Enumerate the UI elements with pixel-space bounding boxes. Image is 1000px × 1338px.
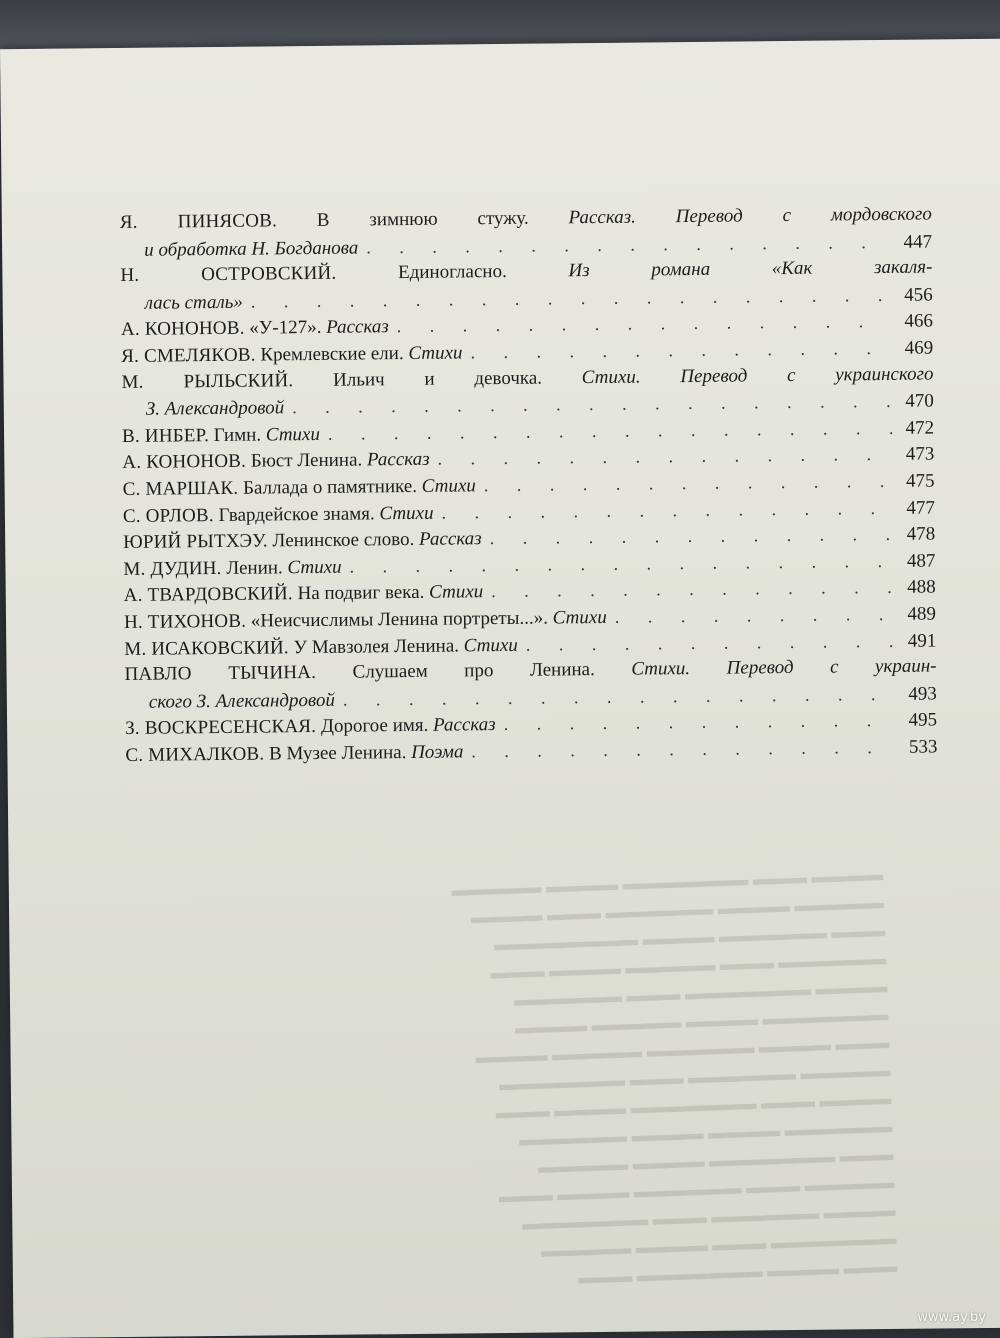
toc-page-number: 488 [907,576,936,599]
toc-line-text [123,500,434,529]
toc-genre-note: Рассказ [432,714,496,737]
toc-page-number: 473 [905,443,935,466]
toc-genre-note: Стихи [428,581,484,604]
toc-genre-note: Стихи [265,423,321,446]
toc-title: Слушаем про Ленина. [315,658,632,684]
toc-page-number: 533 [908,736,938,758]
toc-line-text [121,315,389,343]
toc-genre-note: Рассказ [366,449,430,471]
dot-leader [607,601,894,631]
toc-title: Гимн. [208,424,266,446]
toc-line-text [122,447,429,476]
toc-genre-note: Стихи [379,502,434,524]
toc-title: Баллада о памятнике. [238,475,422,499]
toc-page-number: 495 [908,709,938,732]
toc-title: Ленинское слово. [267,529,420,552]
toc-line-text [122,422,320,450]
toc-title: Ильич и девочка. [293,366,582,391]
toc-page-number: 466 [904,310,934,333]
toc-author: С. МИХАЛКОВ. [125,743,265,766]
toc-title: Ленин. [221,556,288,579]
toc-line-text [123,473,476,502]
toc-page-number: 489 [907,603,937,625]
toc-genre-note: Из романа «Как закаля- [568,256,933,282]
toc-title: На подвиг века. [292,582,430,605]
toc-line-text [146,395,285,422]
toc-line-text [124,580,484,609]
toc-title: Гвардейское знамя. [213,502,380,526]
toc-line-text [125,739,463,768]
toc-title: Дорогое имя. [316,715,434,738]
toc-page-number: 477 [906,497,935,519]
toc-entry [121,361,934,423]
toc-line-text [144,235,359,263]
toc-line-text [145,289,243,316]
toc-author: Я. ПИНЯСОВ. [119,210,278,233]
toc-author: ЮРИЙ РЫТХЭУ. [123,530,268,554]
toc-title: Кремлевские ели. [255,342,409,366]
toc-author: В. ИНБЕР. [121,424,210,447]
toc-genre-note: Рассказ. Перевод с мордовского [568,203,932,229]
toc-author: А. КОНОНОВ. [122,451,247,474]
toc-author: Н. ТИХОНОВ. [123,610,247,633]
toc-line-text [123,554,341,582]
toc-author: Я. СМЕЛЯКОВ. [121,344,256,367]
dot-leader [463,734,895,765]
toc-author: М. ДУДИН. [123,557,222,580]
toc-line-text [125,712,496,741]
toc-author: ПАВЛО ТЫЧИНА. [124,662,317,686]
toc-author: Н. ОСТРОВСКИЙ. [120,262,337,287]
toc-page-number: 478 [906,523,936,545]
toc-page-number: 487 [906,550,936,572]
toc-page-number: 447 [903,231,933,253]
table-of-contents [120,201,938,768]
toc-title: «У-127». [244,317,327,340]
toc-genre-note: Стихи. Перевод с украинского [581,363,934,388]
toc-page-number: 475 [905,470,935,492]
toc-title: Единогласно. [336,260,569,284]
toc-title: В Музее Ленина. [264,741,412,765]
toc-page-number: 472 [905,417,935,439]
toc-author: С. МАРШАК. [122,477,239,500]
toc-page-number: 493 [908,683,937,705]
toc-title: Бюст Ленина. [245,449,368,473]
toc-title: В зимнюю стужу. [276,207,569,232]
toc-genre-note: Рассказ [326,316,389,339]
toc-page-number: 491 [907,629,937,652]
toc-author: С. ОРЛОВ. [122,504,214,527]
toc-page-number: 456 [904,284,933,306]
watermark: www.ay.by [917,1310,986,1325]
toc-line-text [149,687,335,715]
toc-title: «Неисчислимы Ленина портреты...». [246,607,553,632]
toc-author: М. ИСАКОВСКИЙ. [124,636,289,660]
toc-page-number: 470 [905,390,934,412]
toc-genre-note: З. Александровой [145,397,285,420]
toc-genre-note: ского З. Александровой [148,689,336,713]
toc-genre-note: Поэма [411,741,464,763]
toc-genre-note: Стихи [552,606,607,629]
toc-genre-note: Стихи [421,475,476,497]
toc-genre-note: Стихи. Перевод с украин- [631,655,937,680]
toc-author: З. ВОСКРЕСЕНСКАЯ. [125,716,317,740]
toc-line-text [121,340,463,369]
toc-genre-note: Стихи [287,556,342,578]
toc-genre-note: и обработка Н. Богданова [144,237,359,261]
toc-entry [124,654,937,716]
toc-author: А. ТВАРДОВСКИЙ. [123,583,293,607]
toc-author: М. РЫЛЬСКИЙ. [121,369,294,393]
toc-author: А. КОНОНОВ. [120,318,245,341]
toc-line-text [123,526,482,555]
book-page [0,39,1000,1338]
toc-genre-note: Стихи [463,634,518,656]
toc-page-number: 469 [904,337,934,359]
dot-leader [518,627,895,658]
dot-leader [496,707,896,738]
toc-genre-note: Рассказ [418,528,482,550]
show-through-text: ▬▬▬▬ ▬▬▬ ▬▬▬▬▬▬▬ ▬▬▬▬ ▬▬▬▬▬ ▬▬▬▬▬ ▬▬▬▬ ▬▬▬▬▬▬ ▬▬▬ ▬▬▬▬ ▬▬▬ ▬▬▬▬▬▬ ▬▬▬▬ ▬▬▬▬▬▬▬▬ ▬▬▬▬▬▬ ▬▬▬ ▬▬▬▬▬ ▬▬▬▬ ▬▬▬ ▬▬▬▬ ▬▬▬▬▬▬▬ ▬▬▬ ▬▬▬▬▬▬ ▬▬▬▬▬▬▬ ▬▬▬▬ ▬▬▬▬▬ ▬▬▬▬ ▬▬▬ ▬▬▬▬ ▬▬▬▬▬▬ ▬▬▬▬▬ ▬▬▬▬ ▬▬▬▬▬ ▬▬▬▬▬▬ ▬▬▬ ▬▬▬▬▬▬▬ ▬▬▬▬ ▬▬▬ ▬▬▬▬▬▬▬ ▬▬▬▬ ▬▬▬ ▬▬▬▬▬▬ ▬▬▬▬ ▬▬▬▬ ▬▬▬▬▬▬ ▬▬▬ ▬▬▬▬▬▬▬ ▬▬▬▬ ▬▬▬▬▬ ▬▬▬▬▬ ▬▬▬ ▬▬▬▬▬▬ ▬▬▬▬ ▬▬▬ ▬▬▬▬ ▬▬▬▬▬▬ ▬▬▬ ▬▬▬▬▬▬▬ ▬▬▬▬▬▬▬ ▬▬▬ ▬▬▬▬ ▬▬▬▬▬ ▬▬▬ ▬▬▬▬ ▬▬▬▬▬▬▬ ▬▬▬ [451,864,898,1288]
toc-genre-note: лась сталь» [144,291,243,314]
toc-entry [120,255,933,317]
toc-genre-note: Стихи [408,342,463,364]
toc-title: У Мавзолея Ленина. [288,634,464,658]
toc-entry [120,201,933,263]
